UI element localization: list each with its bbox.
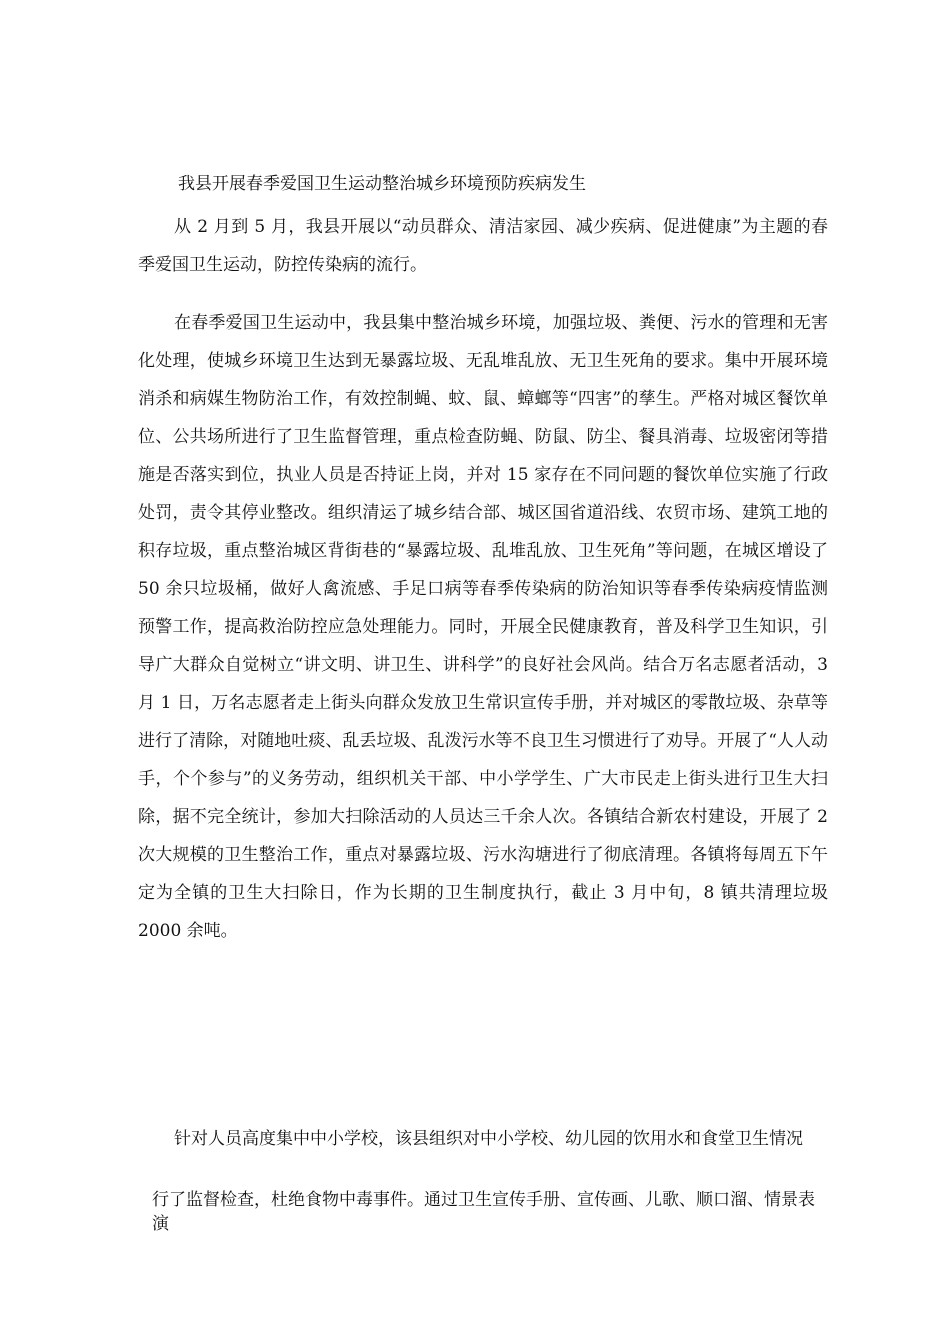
document-title: 我县开展春季爱国卫生运动整治城乡环境预防疾病发生 bbox=[178, 174, 586, 194]
paragraph-intro: 从 2 月到 5 月，我县开展以“动员群众、清洁家园、减少疾病、促进健康”为主题的春季爱国卫生运动，防控传染病的流行。 bbox=[138, 217, 828, 275]
paragraph-schools: 针对人员高度集中中小学校，该县组织对中小学校、幼儿园的饮用水和食堂卫生情况 bbox=[174, 1129, 803, 1149]
paragraph-continuation: 行了监督检查，杜绝食物中毒事件。通过卫生宣传手册、宣传画、儿歌、顺口溜、情景表演 bbox=[152, 1190, 815, 1234]
paragraph-main: 在春季爱国卫生运动中，我县集中整治城乡环境，加强垃圾、粪便、污水的管理和无害化处理，使城乡环境卫生达到无暴露垃圾、无乱堆乱放、无卫生死角的要求。集中开展环境消杀和病媒生物防治工作，有效控制蝇、蚊、鼠、蟑螂等“四害”的孳生。严格对城区餐饮单位、公共场所进行了卫生监督管理，重点检查防蝇、防鼠、防尘、餐具消毒、垃圾密闭等措施是否落实到位，执业人员是否持证上岗，并对 15 家存在不同问题的餐饮单位实施了行政处罚，责令其停业整改。组织清运了城乡结合部、城区国省道沿线、农贸市场、建筑工地的积存垃圾，重点整治城区背街巷的“暴露垃圾、乱堆乱放、卫生死角”等问题，在城区增设了 50 余只垃圾桶，做好人禽流感、手足口病等春季传染病的防治知识等春季传染病疫情监测预警工作，提高救治防控应急处理能力。同时，开展全民健康教育，普及科学卫生知识，引导广大群众自觉树立“讲文明、讲卫生、讲科学”的良好社会风尚。结合万名志愿者活动，3 月 1 日，万名志愿者走上街头向群众发放卫生常识宣传手册，并对城区的零散垃圾、杂草等进行了清除，对随地吐痰、乱丢垃圾、乱泼污水等不良卫生习惯进行了劝导。开展了“人人动手，个个参与”的义务劳动，组织机关干部、中小学学生、广大市民走上街头进行卫生大扫除，据不完全统计，参加大扫除活动的人员达三千余人次。各镇结合新农村建设，开展了 2 次大规模的卫生整治工作，重点对暴露垃圾、污水沟塘进行了彻底清理。各镇将每周五下午定为全镇的卫生大扫除日，作为长期的卫生制度执行，截止 3 月中旬，8 镇共清理垃圾 2000 余吨。 bbox=[138, 313, 828, 941]
